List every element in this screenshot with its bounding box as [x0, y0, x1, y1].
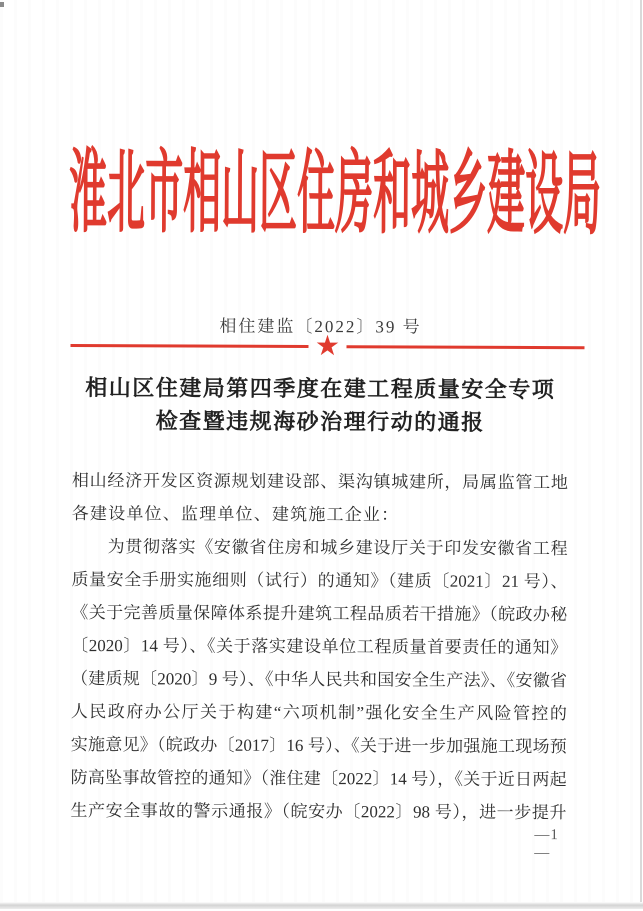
divider-line-left — [70, 343, 308, 347]
body-line: 生产安全事故的警示通报》（皖安办〔2022〕98 号），进一步提升 — [70, 800, 567, 823]
title-line: 相山区住建局第四季度在建工程质量安全专项 — [85, 375, 556, 403]
body-line: 〔2020〕14 号）、《关于落实建设单位工程质量首要责任的通知》 — [71, 635, 568, 658]
body-line: 实施意见》（皖政办〔2017〕16 号）、《关于进一步加强施工现场预 — [70, 734, 567, 757]
page-number: —1— — [534, 827, 559, 862]
document-body — [70, 464, 568, 829]
body-line: 质量安全手册实施细则（试行）的通知》（建质〔2021〕21 号）、 — [71, 569, 568, 592]
scan-corner-artifact — [0, 2, 4, 7]
body-line: 相山经济开发区资源规划建设部、渠沟镇城建所，局属监管工地 — [71, 470, 568, 493]
document-title — [72, 371, 568, 439]
document-content — [68, 0, 602, 911]
title-line: 检查暨违规海砂治理行动的通报 — [155, 408, 485, 435]
body-line: （建质规〔2020〕9 号）、《中华人民共和国安全生产法》、《安徽省 — [70, 668, 568, 691]
scan-edge-bottom — [0, 902, 643, 909]
body-line: 为贯彻落实《安徽省住房和城乡建设厅关于印发安徽省工程 — [107, 537, 568, 559]
agency-name-header: 淮北市相山区住房和城乡建设局 — [68, 144, 602, 248]
body-line: 《关于完善质量保障体系提升建筑工程品质若干措施》（皖政办秘 — [71, 602, 568, 625]
star-icon: ★ — [314, 331, 341, 363]
document-number: 相住建监〔2022〕39 号 — [219, 316, 422, 337]
scan-edge-right — [640, 0, 642, 909]
body-line: 各建设单位、监理单位、建筑施工企业： — [71, 503, 400, 525]
divider-line-right — [346, 345, 584, 349]
body-line: 人民政府办公厅关于构建“六项机制”强化安全生产风险管控的 — [70, 701, 567, 724]
body-line: 防高坠事故管控的通知》（淮住建〔2022〕14 号），《关于近日两起 — [70, 767, 567, 790]
red-divider — [70, 331, 584, 363]
